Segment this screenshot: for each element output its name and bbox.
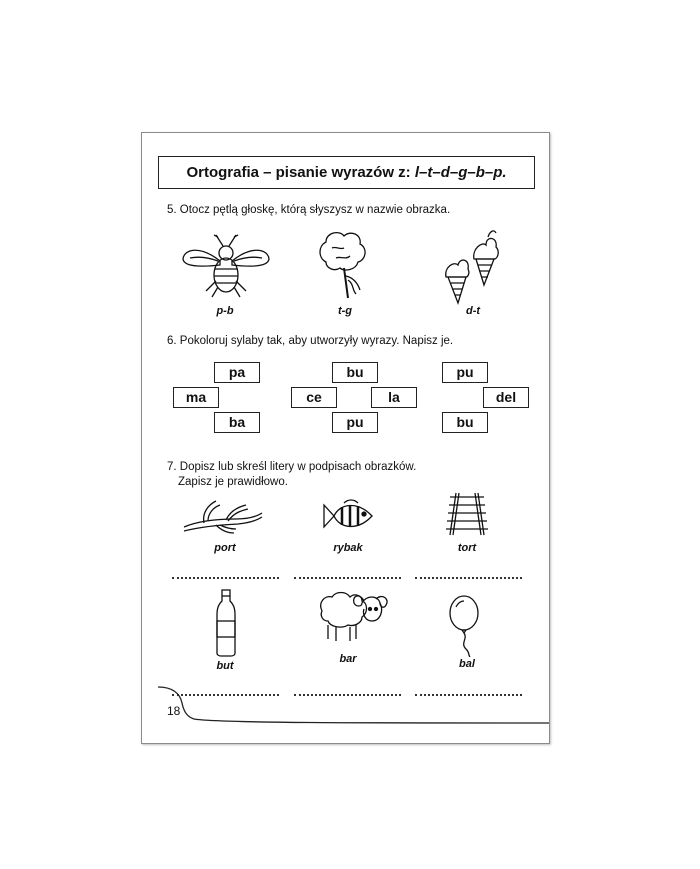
task5-caption-1: p-b	[216, 305, 234, 317]
fish-icon	[320, 497, 376, 535]
syllable-box[interactable]: ba	[214, 412, 260, 433]
syllable-box[interactable]: pu	[442, 362, 488, 383]
answer-line[interactable]	[415, 577, 522, 579]
task7-instruction-line2: Zapisz je prawidłowo.	[178, 476, 288, 488]
page-number: 18	[167, 704, 181, 718]
task5-instruction: 5. Otocz pętlą głoskę, którą słyszysz w nazwie obrazka.	[167, 204, 451, 216]
title-letters: l–t–d–g–b–p.	[414, 164, 507, 181]
syllable-box[interactable]: pa	[214, 362, 260, 383]
ram-icon	[314, 589, 390, 647]
balloon-icon	[446, 595, 486, 657]
title-text: Ortografia – pisanie wyrazów z:	[186, 164, 415, 181]
answer-line[interactable]	[172, 577, 279, 579]
syllable-box[interactable]: bu	[442, 412, 488, 433]
task6-instruction: 6. Pokoloruj sylaby tak, aby utworzyły wyrazy. Napisz je.	[167, 335, 454, 347]
syllable-box[interactable]: del	[483, 387, 529, 408]
syllable-box[interactable]: ce	[291, 387, 337, 408]
task5-caption-3: d-t	[465, 305, 481, 317]
syllable-box[interactable]: ma	[173, 387, 219, 408]
railway-track-icon	[442, 491, 492, 537]
task7-caption-3: tort	[457, 542, 477, 554]
bottle-icon	[214, 589, 238, 657]
branch-icon	[180, 499, 266, 537]
page-corner-decoration	[158, 683, 549, 748]
task7-caption-1: port	[214, 542, 236, 554]
syllable-box[interactable]: pu	[332, 412, 378, 433]
task7-caption-4: but	[216, 660, 234, 672]
task7-caption-6: bal	[459, 658, 475, 670]
answer-line[interactable]	[294, 577, 401, 579]
workbook-page	[141, 132, 550, 744]
task5-caption-2: t-g	[337, 305, 353, 317]
task7-instruction-line1: 7. Dopisz lub skreśl litery w podpisach obrazków.	[167, 461, 417, 473]
syllable-box[interactable]: bu	[332, 362, 378, 383]
page-title	[158, 156, 535, 189]
bee-icon	[180, 231, 272, 301]
ice-cream-cones-icon	[442, 223, 504, 305]
task7-caption-2: rybak	[333, 542, 363, 554]
cotton-candy-icon	[314, 228, 374, 306]
syllable-box[interactable]: la	[371, 387, 417, 408]
task7-caption-5: bar	[339, 653, 357, 665]
